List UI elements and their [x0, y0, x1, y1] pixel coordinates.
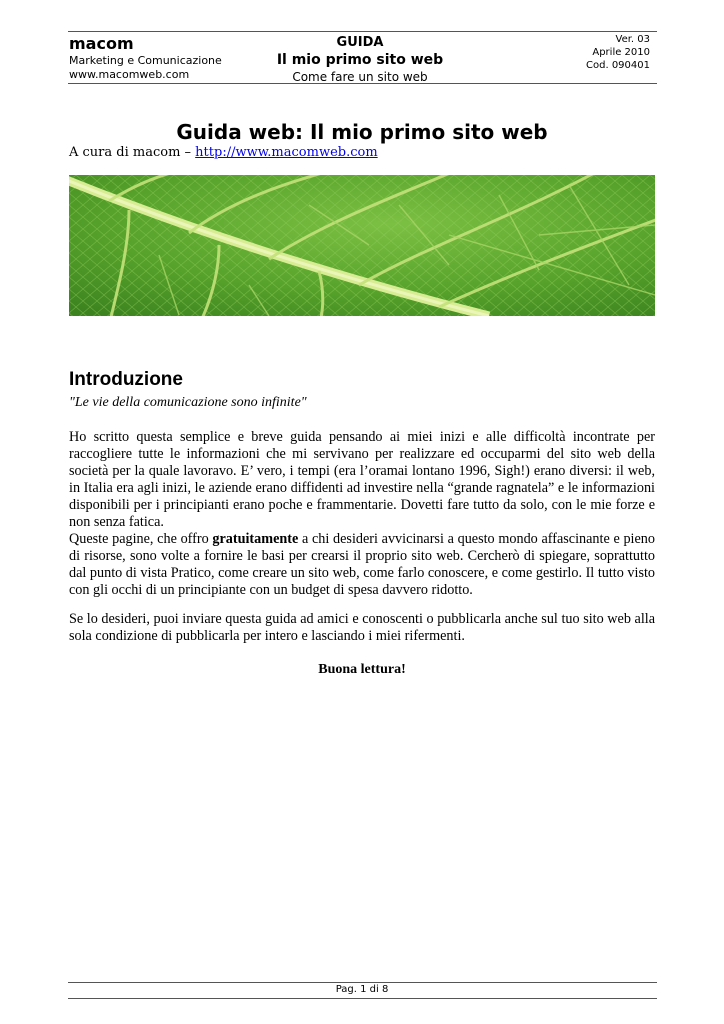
doc-type: GUIDA	[336, 35, 384, 50]
doc-title: Il mio primo sito web	[276, 52, 444, 68]
doc-code: Cod. 090401	[586, 60, 650, 71]
paragraph-1: Ho scritto questa semplice e breve guida pensando ai miei inizi e alle difficoltà incontrate per raccogliere tutte le informazioni che mi servivano per realizzare ed occuparmi del sito web della società per la quale lavoravo. E’ vero, i tempi (era l’oramai lontano 1996, Sigh!) erano diversi: il web, in Italia era agli inizi, le aziende erano diffidenti ad investire nella “grande ragnatela” e le informazioni disponibili per i principianti erano poche e frammentarie. Dovetti fare tutto da solo, con le mie forze e non senza fatica.	[69, 429, 655, 530]
section-heading: Introduzione	[69, 369, 183, 390]
footer-bottom-rule	[68, 998, 657, 999]
header-center	[240, 34, 480, 85]
p1b-text-before: Queste pagine, che offro	[69, 531, 213, 547]
paragraph-2: Se lo desideri, puoi inviare questa guida ad amici e conoscenti o pubblicarla anche sul tuo sito web alla sola condizione di pubblicarla per intero e lasciando i miei rifermenti.	[69, 611, 655, 644]
header-top-rule	[68, 31, 657, 32]
byline-prefix: A cura di macom –	[69, 145, 196, 160]
intro-paragraph	[69, 429, 655, 599]
header-right	[586, 33, 650, 72]
brand-website: www.macomweb.com	[69, 68, 190, 81]
brand-tagline: Marketing e Comunicazione	[69, 54, 222, 67]
paragraph-1b	[69, 531, 655, 599]
footer-top-rule	[68, 982, 657, 983]
doc-date: Aprile 2010	[592, 47, 650, 58]
brand-name: macom	[69, 34, 134, 53]
page-title: Guida web: Il mio primo sito web	[176, 120, 548, 144]
doc-version: Ver. 03	[615, 34, 650, 45]
header-bottom-rule	[68, 83, 657, 84]
byline-link[interactable]: http://www.macomweb.com	[195, 145, 378, 160]
doc-subtitle: Come fare un sito web	[292, 70, 428, 84]
closing-line: Buona lettura!	[318, 662, 406, 677]
header-left	[69, 34, 222, 82]
p1b-bold-word: gratuitamente	[212, 531, 299, 547]
section-quote: "Le vie della comunicazione sono infinite"	[69, 395, 307, 410]
byline	[69, 145, 378, 160]
leaf-banner-image	[69, 175, 655, 316]
page-number: Pag. 1 di 8	[335, 984, 389, 995]
p1b-text-after: a chi desideri avvicinarsi a questo mondo affascinante e pieno di risorse, sono volte a fornire le basi per crearsi il proprio sito web. Cercherò di spiegare, soprattutto dal punto di vista Pratico, come creare un sito web, come farlo conoscere, e come gestirlo. Il tutto visto con gli occhi di un principiante con un budget di spesa davvero ridotto.	[69, 531, 655, 598]
